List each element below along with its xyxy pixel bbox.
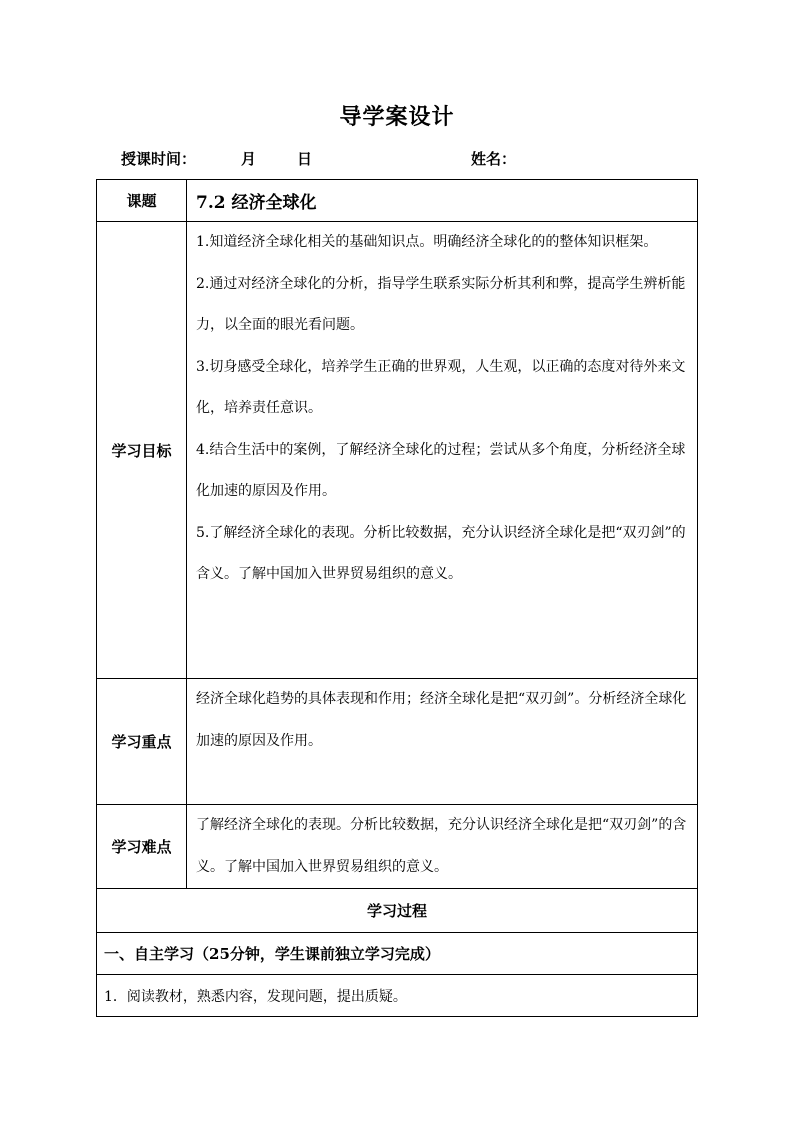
goal-item-5: 5.了解经济全球化的表现。分析比较数据，充分认识经济全球化是把“双刃剑”的含义。了解中国加入世界贸易组织的意义。 bbox=[196, 524, 686, 582]
key-text: 经济全球化趋势的具体表现和作用；经济全球化是把“双刃剑”。分析经济全球化加速的原因及作用。 bbox=[187, 679, 698, 805]
lesson-plan-table bbox=[96, 179, 698, 1017]
goal-item-3: 3.切身感受全球化，培养学生正确的世界观，人生观，以正确的态度对待外来文化，培养责任意识。 bbox=[196, 358, 686, 416]
process-label: 学习过程 bbox=[97, 889, 698, 933]
difficulty-row bbox=[97, 805, 698, 889]
goal-item-2: 2.通过对经济全球化的分析，指导学生联系实际分析其利和弊，提高学生辨析能力，以全面的眼光看问题。 bbox=[196, 275, 686, 333]
time-label: 授课时间： bbox=[121, 150, 197, 168]
process-row bbox=[97, 889, 698, 933]
topic-label: 课题 bbox=[97, 180, 187, 222]
day-label: 日 bbox=[297, 150, 313, 168]
goals-list bbox=[187, 222, 698, 679]
goal-item-1: 1.知道经济全球化相关的基础知识点。明确经济全球化的的整体知识框架。 bbox=[196, 234, 658, 250]
key-label: 学习重点 bbox=[97, 679, 187, 805]
self-study-heading: 一、自主学习（25分钟，学生课前独立学习完成） bbox=[97, 933, 698, 975]
self-study-item-1: 1．阅读教材，熟悉内容，发现问题，提出质疑。 bbox=[97, 975, 698, 1017]
goals-row bbox=[97, 222, 698, 679]
goals-label: 学习目标 bbox=[97, 222, 187, 679]
key-row bbox=[97, 679, 698, 805]
self-study-heading-row bbox=[97, 933, 698, 975]
name-label: 姓名： bbox=[471, 150, 517, 168]
month-label: 月 bbox=[241, 150, 257, 168]
goal-item-4: 4.结合生活中的案例，了解经济全球化的过程；尝试从多个角度，分析经济全球化加速的原因及作用。 bbox=[196, 441, 686, 499]
difficulty-text: 了解经济全球化的表现。分析比较数据，充分认识经济全球化是把“双刃剑”的含义。了解中国加入世界贸易组织的意义。 bbox=[187, 805, 698, 889]
topic-row bbox=[97, 180, 698, 222]
difficulty-label: 学习难点 bbox=[97, 805, 187, 889]
self-study-item-row bbox=[97, 975, 698, 1017]
topic-value: 7.2 经济全球化 bbox=[187, 180, 698, 222]
page-title: 导学案设计 bbox=[339, 104, 455, 130]
